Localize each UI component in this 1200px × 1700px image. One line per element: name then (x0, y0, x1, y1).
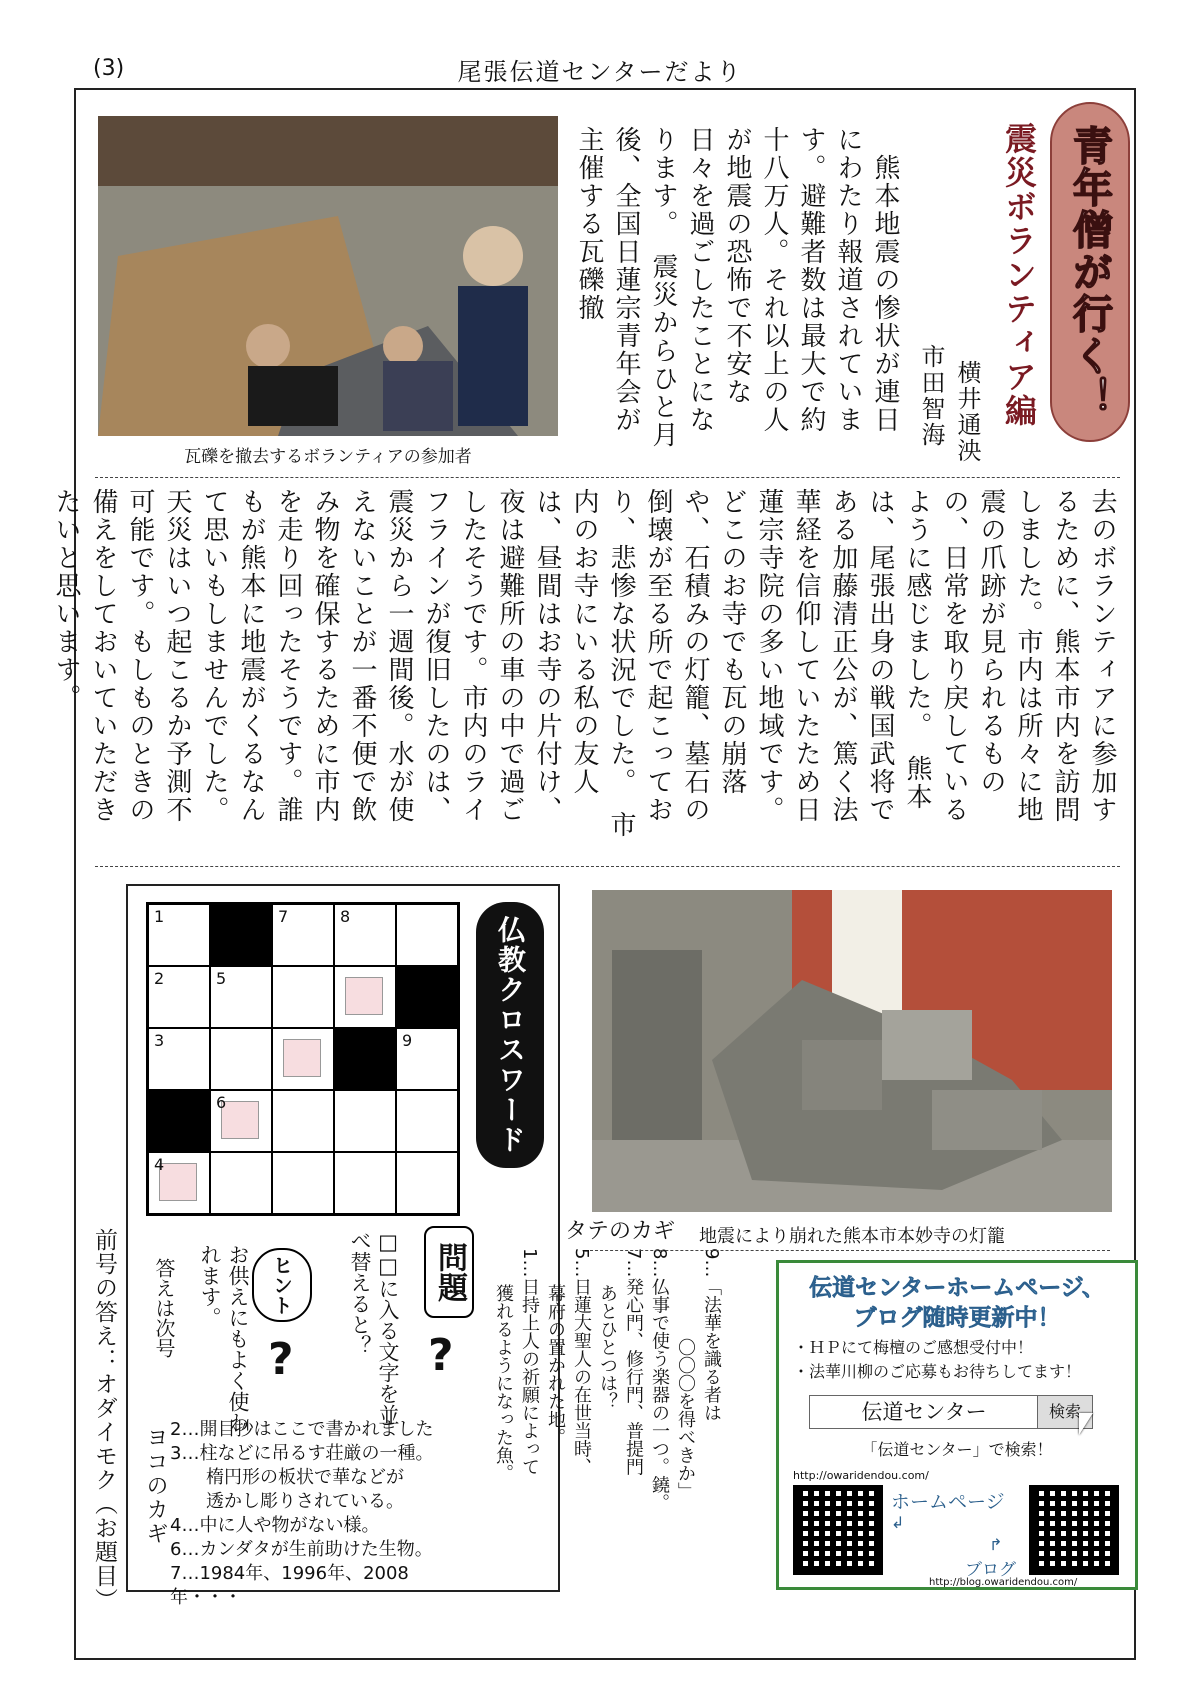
crossword-cell[interactable] (396, 1028, 458, 1090)
crossword-cell[interactable] (272, 1090, 334, 1152)
cell-number: 3 (154, 1031, 165, 1050)
divider-3 (590, 1250, 1110, 1251)
crossword-black-cell (334, 1028, 396, 1090)
tate-clue: あとひとつは？ (597, 1248, 618, 1410)
arrow-left-icon: ↲ (891, 1513, 905, 1532)
badge-text: 青年僧が行く！ (1066, 125, 1113, 419)
tate-clue: 1…日持上人の祈願によって (519, 1248, 540, 1476)
lantern-photo (592, 890, 1112, 1212)
mondai-label: 問題 (432, 1242, 467, 1302)
cell-number: 2 (154, 969, 165, 988)
section-title: 震災ボランティア編 (1000, 122, 1038, 428)
crossword-cell[interactable] (148, 1152, 210, 1214)
crossword-cell[interactable] (148, 904, 210, 966)
yoko-clue: 7…1984年、1996年、2008年・・・ (170, 1563, 409, 1608)
hint-label-box (252, 1248, 312, 1322)
yoko-clue: 楕円形の板状で華などが (170, 1467, 404, 1488)
ad-bullet-2: ・法華川柳のご応募もお待ちしてます！ (793, 1362, 1082, 1381)
crossword-cell[interactable] (148, 1028, 210, 1090)
crossword-black-cell (396, 966, 458, 1028)
crossword-cell[interactable] (210, 1152, 272, 1214)
volunteer-photo-drawing (98, 116, 558, 436)
divider-2 (95, 866, 1120, 867)
tate-clue: 7…発心門、修行門、普提門 (623, 1248, 644, 1476)
previous-answer: 前号の答え：オダイモク（お題目） (91, 1228, 117, 1612)
crossword-cell[interactable] (272, 1028, 334, 1090)
crossword-cell[interactable] (334, 1152, 396, 1214)
cell-number: 7 (278, 907, 289, 926)
website-ad (776, 1260, 1138, 1590)
ad-home-label[interactable]: ホームページ (891, 1491, 1005, 1513)
yoko-clue: 6…カンダタが生前助けた生物。 (170, 1539, 433, 1560)
lantern-photo-drawing (592, 890, 1112, 1212)
cell-number: 4 (154, 1155, 165, 1174)
crossword-title: 仏教クロスワード (494, 915, 527, 1155)
qr-code-blog (1029, 1485, 1119, 1575)
yoko-clue: 2…開目抄はここで書かれました (170, 1419, 434, 1440)
badge (1050, 102, 1130, 442)
page-number: (3) (93, 56, 125, 81)
tate-clue: 獲れるようになった魚。 (493, 1248, 514, 1482)
author-1: 横井通泱 (953, 360, 981, 464)
photo-caption-top: 瓦礫を撤去するボランティアの参加者 (184, 447, 472, 467)
cell-number: 9 (402, 1031, 413, 1050)
crossword-cell[interactable] (272, 966, 334, 1028)
hint-text: お供えにもよく使われます。 (198, 1244, 250, 1433)
author-2: 市田智海 (917, 344, 945, 448)
answer-marker-square (221, 1101, 259, 1139)
crossword-cell[interactable] (272, 1152, 334, 1214)
qr-code-home (793, 1485, 883, 1575)
tate-clues (478, 1248, 724, 1590)
tate-clue: 幕府の置かれた地。 (545, 1248, 566, 1446)
crossword-cell[interactable] (396, 904, 458, 966)
answer-marker-square (283, 1039, 321, 1077)
crossword-black-cell (148, 1090, 210, 1152)
ad-url-blog[interactable]: http://blog.owaridendou.com/ (929, 1577, 1078, 1588)
crossword-cell[interactable] (334, 904, 396, 966)
crossword-grid (146, 902, 460, 1216)
article-top: 熊本地震の惨状が連日にわたり報道されています。避難者数は最大で約十八万人。それ以上の人が地震の恐怖で不安な日々を過ごしたことになります。 震災からひと月後、全国日蓮宗青年会が主催する瓦礫撤 (574, 126, 900, 449)
arrow-right-icon: ↱ (989, 1535, 1003, 1554)
cell-number: 8 (340, 907, 351, 926)
newsletter-title: 尾張伝道センターだより (457, 58, 743, 86)
tate-clue: 5…日蓮大聖人の在世当時、 (571, 1248, 592, 1476)
yoko-clue: 3…柱などに吊るす荘厳の一種。 (170, 1443, 434, 1464)
ad-search-input[interactable]: 伝道センター (809, 1395, 1039, 1429)
cell-number: 1 (154, 907, 165, 926)
article-middle: 去のボランティアに参加するために、熊本市内を訪問しました。市内は所々に地震の爪跡が見られるものの、日常を取り戻しているように感じました。 熊本は、尾張出身の戦国武将である加藤清正公が、篤く法華経を信仰していたため日蓮宗寺院の多い地域です。どこのお寺でも瓦の崩落や、石積みの灯籠、墓石の倒壊が至る所で起こっており、悲惨な状況でした。 市内のお寺にいる私の友人は、昼間はお寺の片付け、夜は避難所の車の中で過ごしたそうです。市内のライフラインが復旧したのは、震災から一週間後。水が使えないことが一番不便で飲み物を確保するために市内を走り回ったそうです。誰もが熊本に地震がくるなんて思いもしませんでした。天災はいつ起こるか予測不可能です。もしものときの備えをしておいていただきたいと思います。 (51, 488, 1117, 839)
crossword-cell[interactable] (396, 1090, 458, 1152)
ad-title-1: 伝道センターホームページ、 (809, 1275, 1105, 1301)
hint-question-mark-icon: ? (268, 1334, 294, 1385)
ad-blog-label[interactable]: ブログ (965, 1560, 1016, 1580)
cursor-icon (1079, 1413, 1093, 1435)
yoko-title: ヨコのカギ (143, 1426, 168, 1546)
yoko-clue: 透かし彫りされている。 (170, 1491, 404, 1512)
hint-label: ヒント (269, 1255, 294, 1315)
mondai-question-mark-icon: ? (428, 1330, 454, 1381)
crossword-cell[interactable] (148, 966, 210, 1028)
mondai-label-box (424, 1226, 474, 1318)
ad-url-home[interactable]: http://owaridendou.com/ (793, 1469, 929, 1482)
tate-title: タテのカギ (565, 1219, 676, 1244)
yoko-clue: 4…中に人や物がない様。 (170, 1515, 380, 1536)
answer-marker-square (159, 1163, 197, 1201)
yoko-clues (170, 1418, 470, 1610)
crossword-cell[interactable] (396, 1152, 458, 1214)
crossword-cell[interactable] (210, 966, 272, 1028)
photo-caption-bottom: 地震により崩れた熊本市本妙寺の灯籠 (699, 1226, 1005, 1247)
crossword-cell[interactable] (334, 966, 396, 1028)
crossword-cell[interactable] (210, 1028, 272, 1090)
mondai-text: □□に入る文字を並べ替えると？ (348, 1230, 400, 1425)
crossword-black-cell (210, 904, 272, 966)
cell-number: 5 (216, 969, 227, 988)
divider-1 (95, 477, 1120, 478)
crossword-cell[interactable] (334, 1090, 396, 1152)
crossword-cell[interactable] (210, 1090, 272, 1152)
crossword-title-box (476, 902, 544, 1168)
answer-marker-square (345, 977, 383, 1015)
ad-search-caption: 「伝道センター」で検索！ (861, 1440, 1053, 1459)
cell-number: 6 (216, 1093, 227, 1112)
tate-clue: 8…仏事で使う楽器の一つ。鐃。 (649, 1248, 670, 1512)
ad-title-2: ブログ随時更新中！ (853, 1305, 1061, 1331)
ad-search-button[interactable]: 検索 (1037, 1395, 1093, 1429)
volunteer-photo (98, 116, 558, 436)
answer-next-issue: 答えは次号 (152, 1258, 176, 1358)
tate-clue: 〇〇〇を得べきか」 (675, 1248, 696, 1500)
ad-bullet-1: ・ＨＰにて梅檀のご感想受付中！ (793, 1338, 1034, 1357)
crossword-cell[interactable] (272, 904, 334, 966)
tate-clue: 9…「法華を識る者は (701, 1248, 722, 1422)
